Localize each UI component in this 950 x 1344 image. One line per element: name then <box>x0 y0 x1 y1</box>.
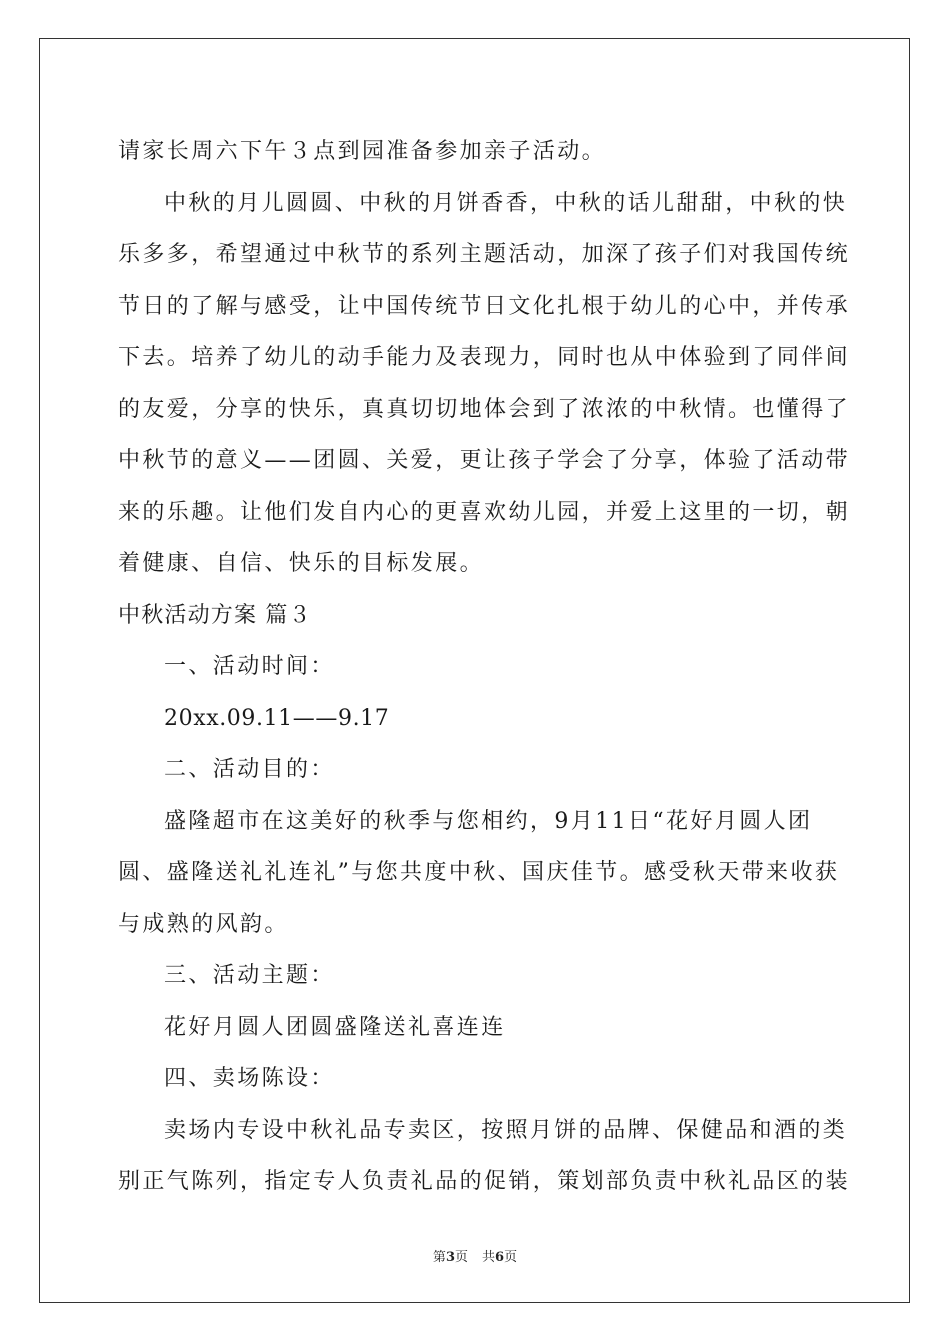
text-line: 花好月圆人团圆盛隆送礼喜连连 <box>164 1014 506 1040</box>
text-line: 与成熟的风韵。 <box>118 911 289 937</box>
footer-total-prefix: 共 <box>482 1250 496 1265</box>
footer-page-number: 3 <box>445 1250 455 1265</box>
text-line: 的友爱，分享的快乐，真真切切地体会到了浓浓的中秋情。也懂得了 <box>118 396 851 422</box>
text-line: 一、活动时间： <box>164 654 335 679</box>
text-line: 中秋的月儿圆圆、中秋的月饼香香，中秋的话儿甜甜，中秋的快 <box>164 190 848 216</box>
text-line: 圆、盛隆送礼礼连礼”与您共度中秋、国庆佳节。感受秋天带来收获 <box>118 860 840 885</box>
footer-total-pages: 6 <box>495 1250 505 1265</box>
text-line: 来的乐趣。让他们发自内心的更喜欢幼儿园，并爱上这里的一切，朝 <box>118 499 851 525</box>
text-line: 卖场内专设中秋礼品专卖区，按照月饼的品牌、保健品和酒的类 <box>164 1117 848 1143</box>
text-line: 20xx.09.11——9.17 <box>164 705 390 731</box>
text-line: 乐多多，希望通过中秋节的系列主题活动，加深了孩子们对我国传统 <box>118 242 851 267</box>
footer-total-suffix: 页 <box>504 1250 518 1265</box>
text-line: 下去。培养了幼儿的动手能力及表现力，同时也从中体验到了同伴间 <box>118 345 851 370</box>
text-line: 请家长周六下午３点到园准备参加亲子活动。 <box>118 139 607 164</box>
text-line: 二、活动目的： <box>164 757 335 782</box>
text-line: 着健康、自信、快乐的目标发展。 <box>118 551 485 576</box>
section-heading: 中秋活动方案 篇３ <box>118 602 312 628</box>
footer-page-suffix: 页 <box>454 1250 468 1265</box>
text-line: 节日的了解与感受，让中国传统节日文化扎根于幼儿的心中，并传承 <box>118 293 851 319</box>
footer-page-prefix: 第 <box>432 1250 446 1265</box>
text-line: 盛隆超市在这美好的秋季与您相约，9月11日“花好月圆人团 <box>164 808 813 834</box>
text-line: 中秋节的意义——团圆、关爱，更让孩子学会了分享，体验了活动带 <box>118 448 851 473</box>
text-line: 别正气陈列，指定专人负责礼品的促销，策划部负责中秋礼品区的装 <box>118 1169 851 1194</box>
text-line: 三、活动主题： <box>164 963 335 988</box>
text-line: 四、卖场陈设： <box>164 1066 335 1091</box>
document-body <box>118 126 851 1208</box>
page-footer <box>0 1246 950 1265</box>
